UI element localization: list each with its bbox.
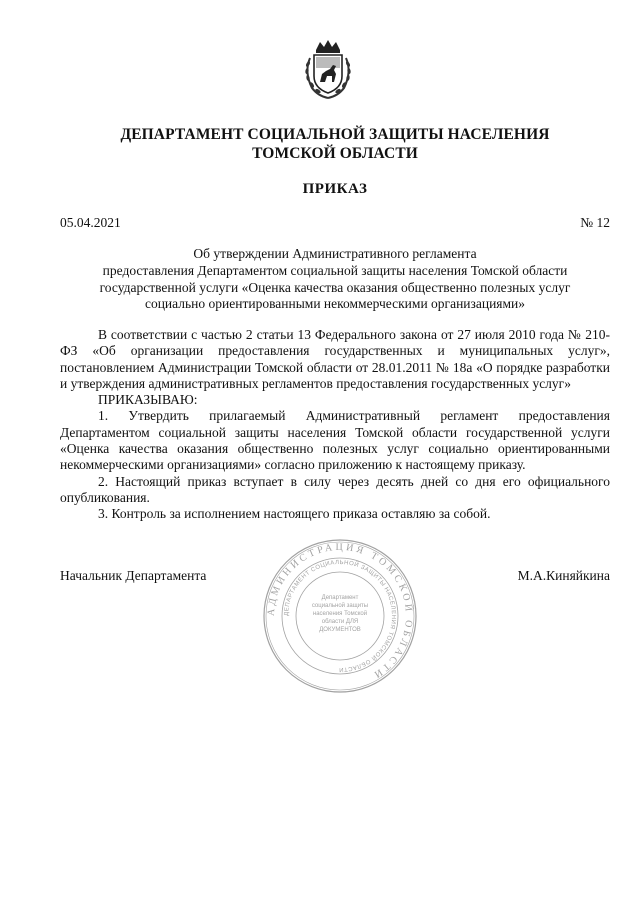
- signer-position: Начальник Департамента: [60, 568, 207, 583]
- signer-name: М.А.Киняйкина: [517, 568, 610, 583]
- coat-of-arms-icon: [296, 38, 360, 102]
- document-type: ПРИКАЗ: [302, 181, 368, 197]
- department-title-line-2: ТОМСКОЙ ОБЛАСТИ: [252, 145, 418, 162]
- stamp-inner-text: ДЕПАРТАМЕНТ СОЦИАЛЬНОЙ ЗАЩИТЫ НАСЕЛЕНИЯ ТОМСКОЙ ОБЛАСТИ: [283, 559, 397, 673]
- document-body: [60, 327, 610, 523]
- subject-line: Об утверждении Административного регламента: [193, 246, 477, 261]
- department-title-line-1: ДЕПАРТАМЕНТ СОЦИАЛЬНОЙ ЗАЩИТЫ НАСЕЛЕНИЯ: [120, 126, 550, 143]
- document-meta: [60, 215, 610, 231]
- stamp-center-text: Департамент социальной защиты населения Томской области ДЛЯ ДОКУМЕНТОВ: [311, 595, 369, 633]
- document-subject: [60, 246, 610, 313]
- department-title: [60, 125, 610, 163]
- subject-line: социально ориентированными некоммерческими организациями»: [144, 296, 526, 312]
- order-item-3: 3. Контроль за исполнением настоящего приказа оставляю за собой.: [98, 506, 491, 522]
- order-word: ПРИКАЗЫВАЮ:: [98, 392, 198, 408]
- subject-line: государственной услуги «Оценка качества оказания общественно полезных услуг: [99, 279, 571, 295]
- order-item-1: 1. Утвердить прилагаемый Административный регламент предоставления Департаментом социальной защиты населения Томской области государственной услуги «Оценка качества оказания общественно полезных услуг социально ориентированными некоммерческими организациями» согласно приложению к настоящему приказу.: [60, 408, 610, 473]
- order-item-2: 2. Настоящий приказ вступает в силу через десять дней со дня его официального опубликования.: [60, 473, 610, 505]
- preamble-paragraph: В соответствии с частью 2 статьи 13 Федерального закона от 27 июля 2010 года № 210-ФЗ «Об организации предоставления государственных и муниципальных услуг», постановлением Администрации Томской области от 28.01.2011 № 18а «О порядке разработки и утверждения административных регламентов предоставления государственных услуг»: [60, 327, 610, 391]
- document-number: № 12: [580, 215, 610, 230]
- document-date: 05.04.2021: [60, 215, 121, 230]
- stamp-outer-text: АДМИНИСТРАЦИЯ ТОМСКОЙ ОБЛАСТИ: [265, 541, 415, 682]
- official-seal-icon: [262, 538, 418, 694]
- subject-line: предоставления Департаментом социальной защиты населения Томской области: [102, 262, 568, 278]
